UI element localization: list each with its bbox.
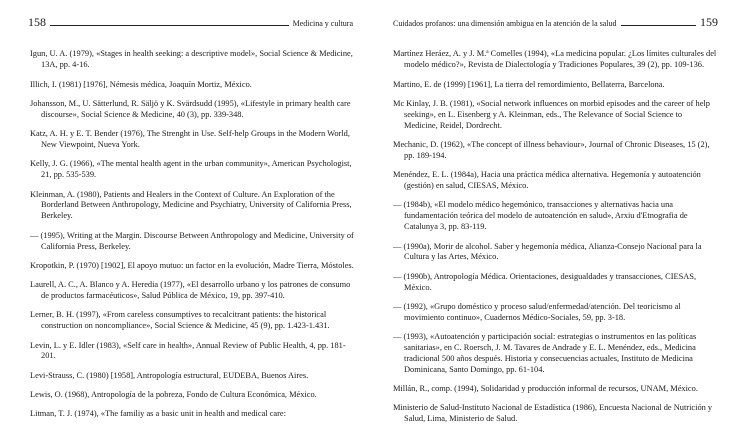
reference-entry: Martino, E. de (1999) [1961], La tierra del remordimiento, Bellaterra, Barcelona. [393,79,665,89]
reference-entry: Martínez Heráez, A. y J. M.ª Comelles (1994), «La medicina popular. ¿Los límites culturales del modelo médico?», Revista de Dialectología y Tradiciones Populares, 39 (2), pp. 109-136. [393,49,717,70]
reference-entry: Levi-Strauss, C. (1980) [1958], Antropología estructural, EUDEBA, Buenos Aires. [30,370,309,380]
reference-entry: — (1990b), Antropología Médica. Orientaciones, desigualdades y transacciones, CIESAS, México. [393,271,697,292]
page-number: 159 [700,15,718,29]
page-number: 158 [28,15,46,29]
header-rule [50,25,289,26]
reference-entry: — (1993), «Autoatención y participación social: estrategias o instrumentos en las políticas sanitarias», en C. Roersch, J. M. Tavares de Andrade y E. L. Menéndez, eds., Medicina tradicional 500 años después. Historia y consecuencias actuales, Instituto de Medicina Dominicana, Santo Domingo, pp. 61-104. [393,332,697,374]
header-rule [621,25,697,26]
right-page [365,0,730,424]
reference-entry: Illich, I. (1981) [1976], Némesis médica, Joaquín Mortiz, México. [30,79,252,89]
reference-entry: Kropotkin, P. (1970) [1902], El apoyo mutuo: un factor en la evolución, Madre Tierra, Móstoles. [30,260,354,270]
reference-list [30,41,358,422]
reference-entry: Mc Kinlay, J. B. (1981), «Social network influences on morbid episodes and the career of help seeking», en L. Eisenberg y A. Kleinman, eds., The Relevance of Social Science to Medicine, Reidel, Dordrecht. [393,98,710,130]
reference-entry: Kelly, J. G. (1966), «The mental health agent in the urban community», American Psychologist, 21, pp. 535-539. [30,159,352,180]
reference-entry: Menéndez, E. L. (1984a), Hacia una práctica médica alternativa. Hegemonía y autoatención (gestión) en salud, CIESAS, México. [393,170,701,191]
reference-entry: Levin, L. y E. Idler (1983), «Self care in health», Annual Review of Public Health, 4, pp. 181-201. [30,340,346,361]
reference-entry: — (1990a), Morir de alcohol. Saber y hegemonía médica, Alianza-Consejo Nacional para la Cultura y las Artes, México. [393,241,702,262]
reference-entry: — (1995), Writing at the Margin. Discourse Between Anthropology and Medicine, University of California Press, Berkeley. [30,230,354,251]
reference-entry: Katz, A. H. y E. T. Bender (1976), The Strenght in Use. Self-help Groups in the Modern World, New Viewpoint, Nueva York. [30,129,350,149]
reference-entry: Millán, R., comp. (1994), Solidaridad y producción informal de recursos, UNAM, México. [393,384,698,394]
reference-entry: Kleinman, A. (1980), Patients and Healers in the Context of Culture. An Exploration of the Borderland Between Anthropology, Medicine and Psychiatry, University of California Press, Berkeley. [30,189,352,221]
reference-entry: Lewis, O. (1968), Antropología de la pobreza, Fondo de Cultura Económica, México. [30,390,317,400]
running-head: Medicina y cultura [292,19,353,28]
reference-entry: Igun, U. A. (1979), «Stages in health seeking: a descriptive model», Social Science & Medicine, 13A, pp. 4-16. [30,49,353,70]
reference-entry: — (1984b), «El modelo médico hegemónico, transacciones y alternativas hacia una fundamentación teórica del modelo de autoatención en salud», Arxiu d'Etnografia de Catalunya 3, pp. 83-119. [393,200,688,232]
left-page [0,0,365,419]
reference-entry: Lerner, B. H. (1997), «From careless consumptives to recalcitrant patients: the historical construction on noncompliance», Social Science & Medicine, 45 (9), pp. 1.423-1.431. [30,310,330,331]
reference-entry: Laurell, A. C., A. Blanco y A. Heredia (1977), «El desarrollo urbano y los patrones de consumo de productos farmacéuticos», Salud Pública de México, 19, pp. 397-410. [30,280,351,301]
running-head: Cuidados profanos: una dimensión ambigua en la atención de la salud [393,19,617,28]
reference-list [393,41,717,427]
reference-entry: Ministerio de Salud-Instituto Nacional de Estadística (1986), Encuesta Nacional de Nutrición y Salud, Lima, Ministerio de Salud. [393,403,713,424]
reference-entry: Litman, T. J. (1974), «The familiy as a basic unit in health and medical care: [30,409,286,419]
reference-entry: Mechanic, D. (1962), «The concept of illness behaviour», Journal of Chronic Diseases, 15 (2), pp. 189-194. [393,140,710,160]
reference-entry: — (1992), «Grupo doméstico y proceso salud/enfermedad/atención. Del teoricismo al movimiento continuo», Cuadernos Médico-Sociales, 59, pp. 3-18. [393,301,681,322]
left-page-header [28,13,353,29]
reference-entry: Johansson, M., U. Sätterlund, R. Säljö y K. Svärdsudd (1995), «Lifestyle in primary health care discourse», Social Science & Medicine, 40 (3), pp. 339-348. [30,98,351,119]
right-page-header [393,13,718,29]
